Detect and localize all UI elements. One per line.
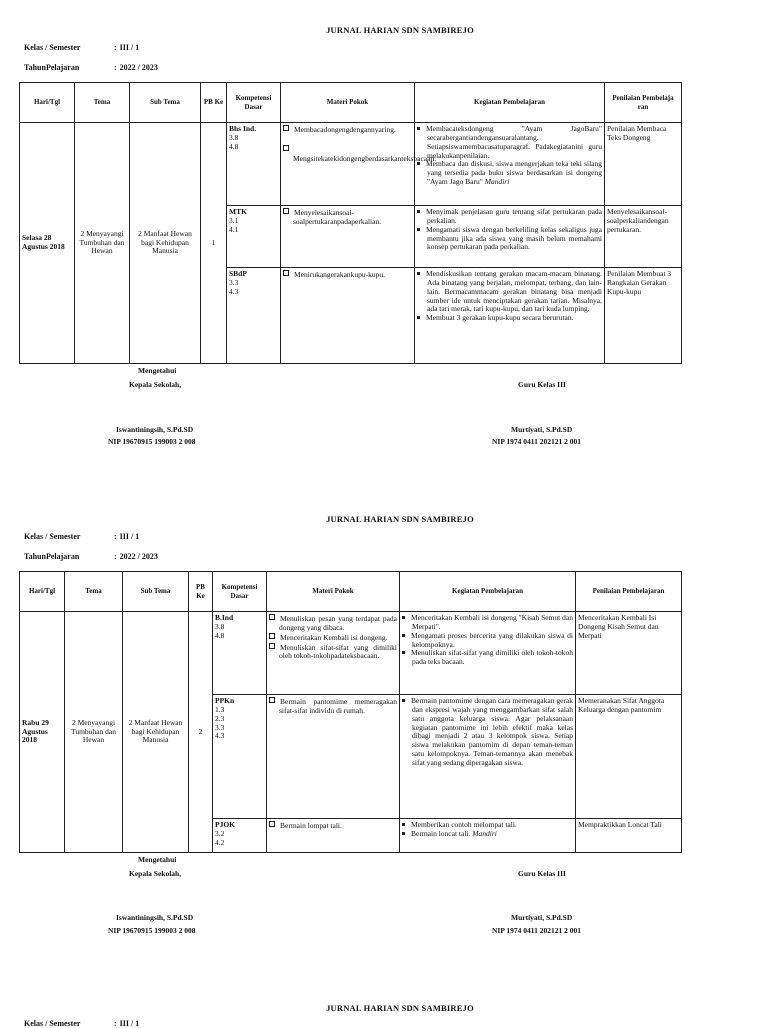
header-kd: Kompetensi Dasar xyxy=(227,83,281,123)
hari-cell: Selasa 28 Agustus 2018 xyxy=(20,123,75,364)
materi-segment xyxy=(281,205,414,267)
bullet-icon xyxy=(417,127,420,130)
guru-name: Murtiyati, S.Pd.SD xyxy=(511,425,573,434)
penilaian-column xyxy=(576,612,682,853)
guru-label: Guru Kelas III xyxy=(518,380,566,389)
penilaian-segment: Penilaian Membuat 3 Rangkaian Gerakan Kupu-kupu xyxy=(605,267,681,363)
checkbox-icon xyxy=(283,270,289,276)
bullet-icon xyxy=(402,699,405,702)
materi-segment xyxy=(281,123,437,205)
tema-cell: 2 Menyayangi Tumbuhan dan Hewan xyxy=(75,123,130,364)
header-penilaian: Penilaian Pembelaja ran xyxy=(605,83,682,123)
subject-label: PPKn xyxy=(215,696,235,705)
materi-item: Bermain pantomime memeragakan sifat-sifat individu di rumah. xyxy=(269,697,397,716)
checkbox-icon xyxy=(283,125,289,131)
header-subtema: Sub Tema xyxy=(123,572,189,612)
header-kd: Kompetensi Dasar xyxy=(213,572,267,612)
kd-code: 4.1 xyxy=(229,224,239,234)
hari-cell: Rabu 29 Agustus 2018 xyxy=(20,612,65,853)
penilaian-segment: Menceritakan Kembali Isi Dongeng Kisah Semut dan Merpati xyxy=(578,613,659,640)
kegiatan-column xyxy=(415,123,605,364)
kd-code: 4.3 xyxy=(229,286,239,296)
checkbox-icon xyxy=(269,633,275,639)
kepala-name: Iswantiningsih, S.Pd.SD xyxy=(116,425,194,434)
checkbox-icon xyxy=(269,821,275,827)
kd-code: 3.8 xyxy=(229,132,239,142)
bullet-icon xyxy=(402,823,405,826)
penilaian-column xyxy=(605,123,682,364)
kepala-label: Kepala Sekolah, xyxy=(129,869,182,878)
kegiatan-item: Membacateksdongeng "Ayam JagoBaru" secarabergantiandengansuaralantang. Setiapsiswamembacasatuparagraf. Padakegiatanini guru melakukanpenilaian. xyxy=(417,125,602,160)
journal-table xyxy=(19,82,682,364)
mengetahui-label: Mengetahui xyxy=(138,366,177,375)
kegiatan-item: Bermain loncat tali. Mandiri xyxy=(402,830,573,839)
kegiatan-item: Membuat 3 gerakan kupu-kupu secara berurutan. xyxy=(417,314,602,323)
header-hari: Hari/Tgl xyxy=(20,572,65,612)
page-title: JURNAL HARIAN SDN SAMBIREJO xyxy=(326,25,474,35)
kegiatan-item: Mendiskusikan tentang gerakan macam-macam binatang. Ada binatang yang berjalan, melompat, terbang, dan lain-lain. Bermacammacam gerakan binatang bisa menjadi sumber ide untuk menciptakan gerakan tarian. Misalnya, ada tari merak, tari kupu-kupu, dan tari kuda lumping. xyxy=(417,270,602,314)
tahun-value: : 2022 / 2023 xyxy=(114,552,158,561)
header-pb: PB Ke xyxy=(201,83,227,123)
kegiatan-item: Memberikan contoh melompat tali. xyxy=(402,821,573,830)
materi-item: Membacadongengdengannyaring. xyxy=(283,125,412,135)
kd-code: 4.3 xyxy=(215,731,225,741)
kepala-name: Iswantiningsih, S.Pd.SD xyxy=(116,913,194,922)
header-penilaian: Penilaian Pembelajaran xyxy=(576,572,682,612)
guru-nip: NIP 1974 0411 202121 2 001 xyxy=(492,437,581,446)
subtema-cell: 2 Manfaat Hewan bagi Kehidupan Manusia xyxy=(130,123,201,364)
bullet-icon xyxy=(417,210,420,213)
kd-code: 2.3 xyxy=(215,713,225,723)
kegiatan-item: Bermain pantomime dengan cara memeragakan gerak dan ekspresi wajah yang menggambarkan sifat salah satu anggota keluarga siswa. Agar pelaksanaan kegiatan pantomime ini lebih efektif maka kelas dibagi menjadi 2 atau 3 kelompok siswa. Setiap siswa melakukan pantomim di depan teman-teman satu kelompoknya. Teman-temannya akan menebak sifat yang sedang diperagakan siswa. xyxy=(402,697,573,768)
checkbox-icon xyxy=(269,643,275,649)
materi-segment xyxy=(267,694,399,818)
kegiatan-item: Menyimak penjelasan guru tentang sifat pertukaran pada perkalian. xyxy=(417,208,602,226)
journal-table xyxy=(19,571,682,853)
kegiatan-segment xyxy=(400,818,575,852)
penilaian-segment: Penilaian Membaca Teks Dongeng xyxy=(607,124,667,142)
checkbox-icon xyxy=(269,614,275,620)
subject-label: Bhs Ind. xyxy=(229,124,257,133)
header-pb: PB Ke xyxy=(189,572,213,612)
header-kegiatan: Kegiatan Pembelajaran xyxy=(400,572,576,612)
bullet-icon xyxy=(402,832,405,835)
bullet-icon xyxy=(402,616,405,619)
kegiatan-segment xyxy=(400,694,575,818)
kegiatan-segment xyxy=(400,612,575,694)
materi-segment xyxy=(267,818,399,852)
pb-cell: 1 xyxy=(201,123,227,364)
bullet-icon xyxy=(417,272,420,275)
guru-nip: NIP 1974 0411 202121 2 001 xyxy=(492,926,581,935)
header-hari: Hari/Tgl xyxy=(20,83,75,123)
subject-label: SBdP xyxy=(229,269,247,278)
penilaian-segment: Memeranakan Sifat Anggota Keluarga dengan pantomim xyxy=(576,694,681,818)
kelas-value: : III / 1 xyxy=(114,532,140,541)
kegiatan-item: Menuliskan sifat-sifat yang dimiliki oleh tokoh-tokoh pada teks bacaan. xyxy=(402,649,573,667)
kd-code: 3.3 xyxy=(215,722,225,732)
bullet-icon xyxy=(417,162,420,165)
header-materi: Materi Pokok xyxy=(267,572,400,612)
guru-label: Guru Kelas III xyxy=(518,869,566,878)
kelas-label: Kelas / Semester xyxy=(24,43,81,52)
tahun-value: : 2022 / 2023 xyxy=(114,63,158,72)
kegiatan-segment xyxy=(415,205,604,267)
kepala-nip: NIP 19670915 199003 2 008 xyxy=(108,437,196,446)
kelas-label: Kelas / Semester xyxy=(24,532,81,541)
kd-segment xyxy=(227,205,280,267)
tema-cell: 2 Menyayangi Tumbuhan dan Hewan xyxy=(65,612,123,853)
materi-item: Menuliskan sifat-sifat yang dimiliki oleh tokoh-tokohpadateksbacaan. xyxy=(269,643,397,662)
penilaian-segment: Mempraktikkan Loncat Tali xyxy=(576,818,681,852)
materi-item: Menuliskan pesan yang terdapat pada dongeng yang dibaca. xyxy=(269,614,397,633)
kd-code: 3.2 xyxy=(215,828,225,838)
page-title: JURNAL HARIAN SDN SAMBIREJO xyxy=(326,514,474,524)
mengetahui-label: Mengetahui xyxy=(138,855,177,864)
materi-item: Menirukangerakankupu-kupu. xyxy=(283,270,412,280)
tahun-label: TahunPelajaran xyxy=(24,63,80,72)
materi-segment xyxy=(281,267,414,363)
kd-code: 3.8 xyxy=(215,621,225,631)
header-tema: Tema xyxy=(65,572,123,612)
materi-segment xyxy=(267,612,399,694)
kd-code: 3.1 xyxy=(229,215,239,225)
subject-label: MTK xyxy=(229,207,247,216)
penilaian-segment: Menyelesaikansoal-soalperkaliandengan pertukaran. xyxy=(605,205,681,267)
guru-name: Murtiyati, S.Pd.SD xyxy=(511,913,573,922)
materi-item: Bermain lompat tali. xyxy=(269,821,397,831)
kd-code: 3.3 xyxy=(229,277,239,287)
subject-label: PJOK xyxy=(215,820,235,829)
page-title: JURNAL HARIAN SDN SAMBIREJO xyxy=(326,1003,474,1013)
checkbox-icon xyxy=(283,145,289,151)
kd-code: 1.3 xyxy=(215,704,225,714)
kd-code: 4.8 xyxy=(229,141,239,151)
materi-column xyxy=(281,123,437,364)
kelas-value: : III / 1 xyxy=(114,43,140,52)
header-subtema: Sub Tema xyxy=(130,83,201,123)
checkbox-icon xyxy=(269,697,275,703)
tahun-label: TahunPelajaran xyxy=(24,552,80,561)
kelas-label: Kelas / Semester xyxy=(24,1019,81,1028)
kd-code: 4.2 xyxy=(215,837,225,847)
checkbox-icon xyxy=(283,208,289,214)
header-materi: Materi Pokok xyxy=(281,83,415,123)
kegiatan-column xyxy=(400,612,576,853)
materi-item: Mengsitekatekidongengberdasarkanteksbacaan. xyxy=(283,145,412,164)
materi-column xyxy=(267,612,400,853)
bullet-icon xyxy=(402,651,405,654)
subject-label: B.Ind xyxy=(215,613,234,622)
kegiatan-segment xyxy=(415,267,604,363)
kd-segment xyxy=(213,612,266,694)
bullet-icon xyxy=(417,316,420,319)
kd-code: 4.8 xyxy=(215,630,225,640)
kepala-nip: NIP 19670915 199003 2 008 xyxy=(108,926,196,935)
materi-item: Menyelesaikansoal-soalpertukaranpadaperkalian. xyxy=(283,208,412,227)
kegiatan-item: Mengamati siswa dengan berkeliling kelas sekaligus juga membantu jika ada siswa yang masih belum memahami konsep pertukaran pada perkalian. xyxy=(417,226,602,253)
kd-column xyxy=(227,123,281,364)
kepala-label: Kepala Sekolah, xyxy=(129,380,182,389)
bullet-icon xyxy=(417,228,420,231)
header-kegiatan: Kegiatan Pembelajaran xyxy=(415,83,605,123)
pb-cell: 2 xyxy=(189,612,213,853)
header-tema: Tema xyxy=(75,83,130,123)
kd-segment xyxy=(227,267,280,363)
kd-segment xyxy=(213,694,266,818)
materi-item: Menceritakan Kembali isi dongeng. xyxy=(269,633,397,643)
kd-column xyxy=(213,612,267,853)
kd-segment xyxy=(213,818,266,852)
bullet-icon xyxy=(402,634,405,637)
subtema-cell: 2 Manfaat Hewan bagi Kehidupan Manusia xyxy=(123,612,189,853)
kegiatan-item: Membaca dan diskusi, siswa mengerjakan teka teki silang yang tersedia pada buku siswa berdasarkan isi dongeng "Ayam Jago Baru" Mandiri xyxy=(417,160,602,187)
kegiatan-segment xyxy=(415,123,604,205)
kegiatan-item: Mengamati proses bercerita yang dilakukan siswa di kelompoknya. xyxy=(402,632,573,650)
kegiatan-item: Menceritakan Kembali isi dongeng "Kisah Semut dan Merpati". xyxy=(402,614,573,632)
kelas-value: : III / 1 xyxy=(114,1019,140,1028)
kd-segment xyxy=(227,123,280,205)
